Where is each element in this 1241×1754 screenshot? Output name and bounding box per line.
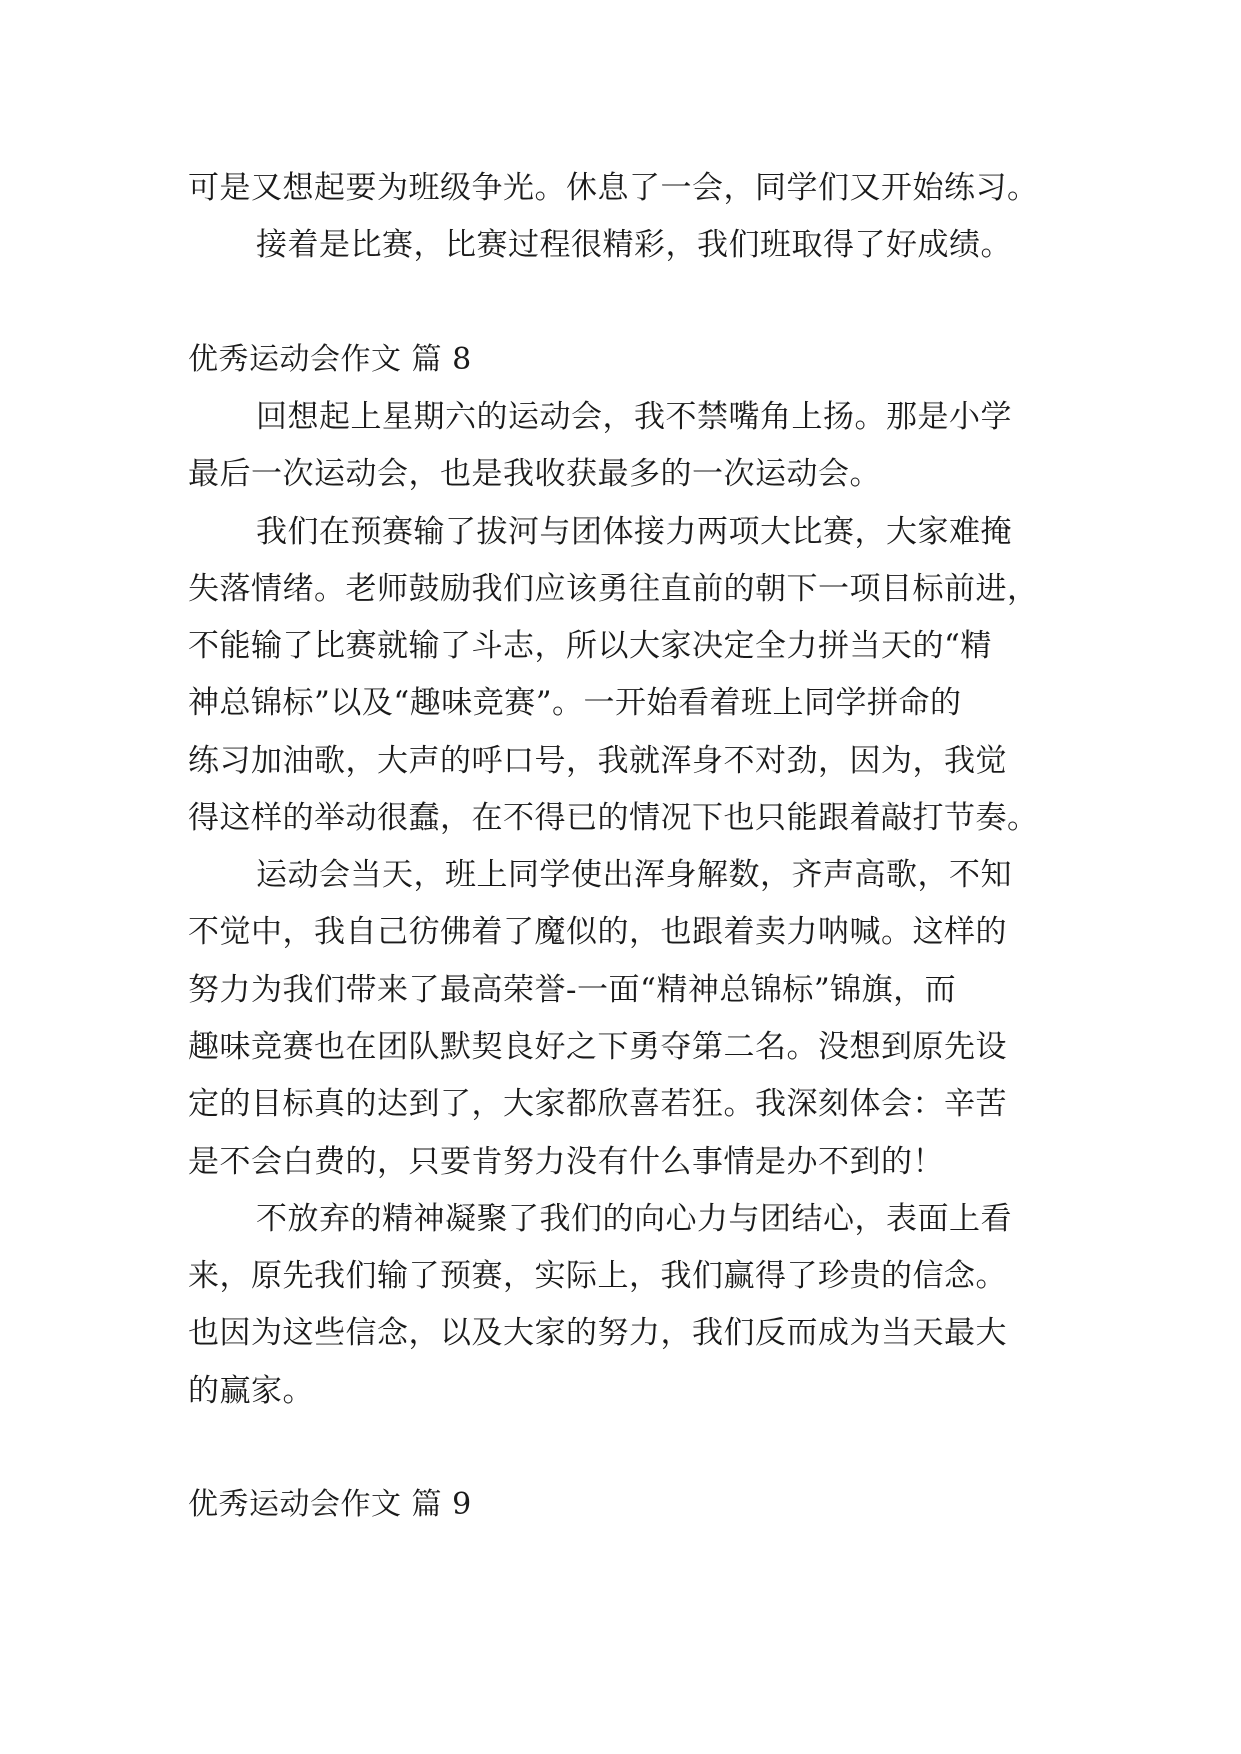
- paragraph-line: 我们在预赛输了拔河与团体接力两项大比赛，大家难掩: [256, 514, 1012, 550]
- paragraph-line: 趣味竞赛也在团队默契良好之下勇夺第二名。没想到原先设: [188, 1029, 1007, 1065]
- paragraph-line: 可是又想起要为班级争光。休息了一会，同学们又开始练习。: [188, 170, 1039, 206]
- paragraph-line: 是不会白费的，只要肯努力没有什么事情是办不到的！: [188, 1144, 944, 1180]
- paragraph-line: 不觉中，我自己彷佛着了魔似的，也跟着卖力呐喊。这样的: [188, 914, 1007, 950]
- paragraph-line: 运动会当天，班上同学使出浑身解数，齐声高歌，不知: [256, 857, 1012, 893]
- section-heading: 优秀运动会作文 篇 8: [188, 342, 472, 377]
- paragraph-line: 不放弃的精神凝聚了我们的向心力与团结心，表面上看: [256, 1201, 1012, 1237]
- paragraph-line: 失落情绪。老师鼓励我们应该勇往直前的朝下一项目标前进，: [188, 571, 1039, 607]
- paragraph-line: 最后一次运动会，也是我收获最多的一次运动会。: [188, 456, 881, 492]
- section-heading: 优秀运动会作文 篇 9: [188, 1487, 472, 1522]
- paragraph-line: 也因为这些信念，以及大家的努力，我们反而成为当天最大: [188, 1315, 1007, 1351]
- paragraph-line: 练习加油歌，大声的呼口号，我就浑身不对劲，因为，我觉: [188, 743, 1007, 779]
- paragraph-line: 得这样的举动很蠢，在不得已的情况下也只能跟着敲打节奏。: [188, 800, 1039, 836]
- paragraph-line: 来，原先我们输了预赛，实际上，我们赢得了珍贵的信念。: [188, 1258, 1007, 1294]
- paragraph-line: 的赢家。: [188, 1373, 314, 1409]
- paragraph-line: 接着是比赛，比赛过程很精彩，我们班取得了好成绩。: [256, 227, 1012, 263]
- paragraph-line: 不能输了比赛就输了斗志，所以大家决定全力拼当天的“精: [188, 628, 992, 664]
- paragraph-line: 神总锦标”以及“趣味竞赛”。一开始看着班上同学拼命的: [188, 685, 962, 721]
- paragraph-line: 努力为我们带来了最高荣誉-一面“精神总锦标”锦旗，而: [188, 972, 957, 1008]
- paragraph-line: 定的目标真的达到了，大家都欣喜若狂。我深刻体会：辛苦: [188, 1086, 1007, 1122]
- paragraph-line: 回想起上星期六的运动会，我不禁嘴角上扬。那是小学: [256, 399, 1012, 435]
